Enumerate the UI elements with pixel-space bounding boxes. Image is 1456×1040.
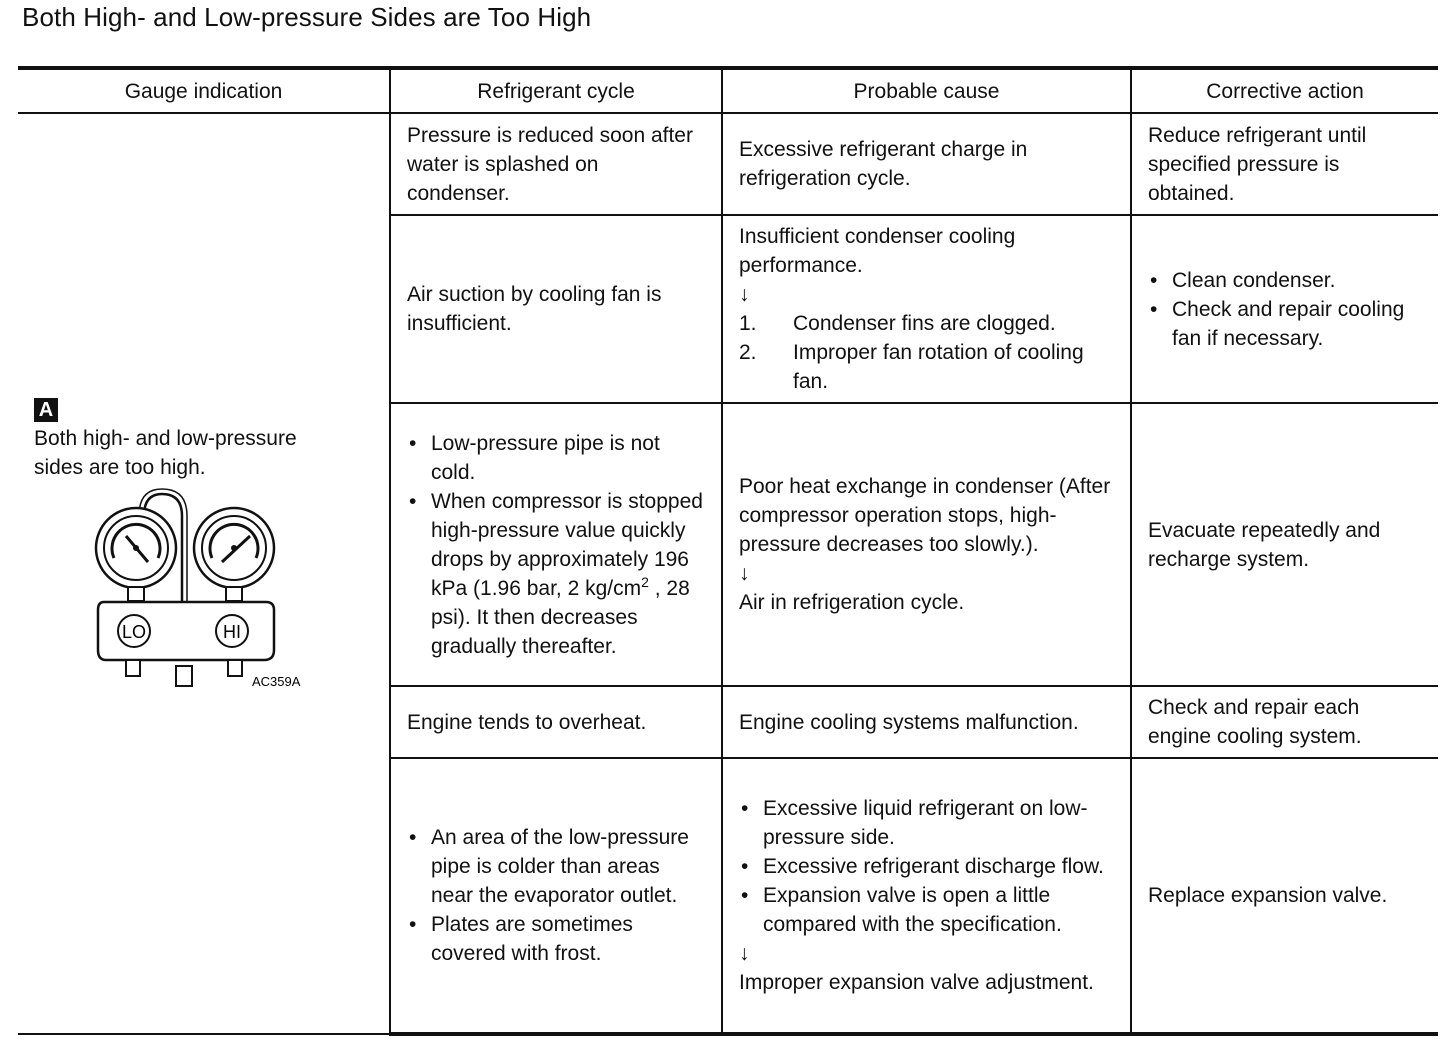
action-cell (1131, 215, 1438, 403)
cause-cell (722, 758, 1131, 1034)
cycle-cell (390, 758, 722, 1034)
cause-intro: Poor heat exchange in condenser (After compressor operation stops, high-pressure decreases too slowly.). (739, 475, 1111, 556)
action-cell: Evacuate repeatedly and recharge system. (1131, 403, 1438, 686)
cause-list (739, 309, 1114, 396)
column-header-cause: Probable cause (722, 68, 1131, 113)
hi-label: HI (223, 622, 241, 642)
lo-gauge-icon (96, 508, 176, 601)
action-cell: Replace expansion valve. (1131, 758, 1438, 1034)
action-list (1148, 266, 1422, 353)
cycle-cell: Engine tends to overheat. (390, 686, 722, 758)
gauge-badge: A (34, 398, 58, 422)
cause-list (739, 794, 1114, 939)
list-item: • Low-pressure pipe is not cold. (407, 429, 705, 487)
cause-result: Air in refrigeration cycle. (739, 591, 965, 614)
page-title: Both High- and Low-pressure Sides are Too High (22, 2, 592, 32)
manifold-gauge-illustration (94, 486, 334, 696)
arrow-down-icon: ↓ (739, 562, 750, 585)
hi-gauge-icon (194, 508, 274, 601)
action-cell: Reduce refrigerant until specified pressure is obtained. (1131, 113, 1438, 215)
table-row (18, 113, 1438, 215)
arrow-down-icon: ↓ (739, 942, 750, 965)
cause-cell (722, 215, 1131, 403)
list-item: • Clean condenser. (1148, 266, 1422, 295)
action-cell: Check and repair each engine cooling system. (1131, 686, 1438, 758)
cause-result: Improper expansion valve adjustment. (739, 971, 1094, 994)
list-item: • An area of the low-pressure pipe is colder than areas near the evaporator outlet. (407, 823, 705, 910)
cycle-cell (390, 403, 722, 686)
cause-cell: Excessive refrigerant charge in refrigeration cycle. (722, 113, 1131, 215)
column-header-gauge: Gauge indication (18, 68, 390, 113)
list-item: • Plates are sometimes covered with frost. (407, 910, 705, 968)
list-item: 1. Condenser fins are clogged. (739, 312, 1056, 335)
list-item: • Check and repair cooling fan if necessary. (1148, 295, 1422, 353)
arrow-down-icon: ↓ (739, 283, 750, 306)
list-item: • Excessive refrigerant discharge flow. (739, 852, 1114, 881)
gauge-indication-cell (18, 113, 390, 1034)
header-row (18, 68, 1438, 113)
list-item: • When compressor is stopped high-pressure value quickly drops by approximately 196 kPa (1.96 bar, 2 $kg/cm^2$ , 28 psi). It then decreases gradually thereafter. (407, 487, 705, 661)
list-item: 2. Improper fan rotation of cooling fan. (739, 341, 1084, 393)
cycle-cell: Pressure is reduced soon after water is splashed on condenser. (390, 113, 722, 215)
list-item: • Excessive liquid refrigerant on low-pressure side. (739, 794, 1114, 852)
cycle-list (407, 823, 705, 968)
column-header-cycle: Refrigerant cycle (390, 68, 722, 113)
column-header-action: Corrective action (1131, 68, 1438, 113)
figure-code: AC359A (252, 674, 301, 689)
cause-cell (722, 403, 1131, 686)
cycle-cell: Air suction by cooling fan is insufficient. (390, 215, 722, 403)
lo-label: LO (121, 622, 147, 642)
cycle-list (407, 429, 705, 661)
list-item: • Expansion valve is open a little compared with the specification. (739, 881, 1114, 939)
cause-cell: Engine cooling systems malfunction. (722, 686, 1131, 758)
gauge-description: Both high- and low-pressure sides are too high. (34, 427, 297, 479)
diagnosis-table (18, 66, 1438, 1036)
cause-intro: Insufficient condenser cooling performance. (739, 225, 1016, 277)
